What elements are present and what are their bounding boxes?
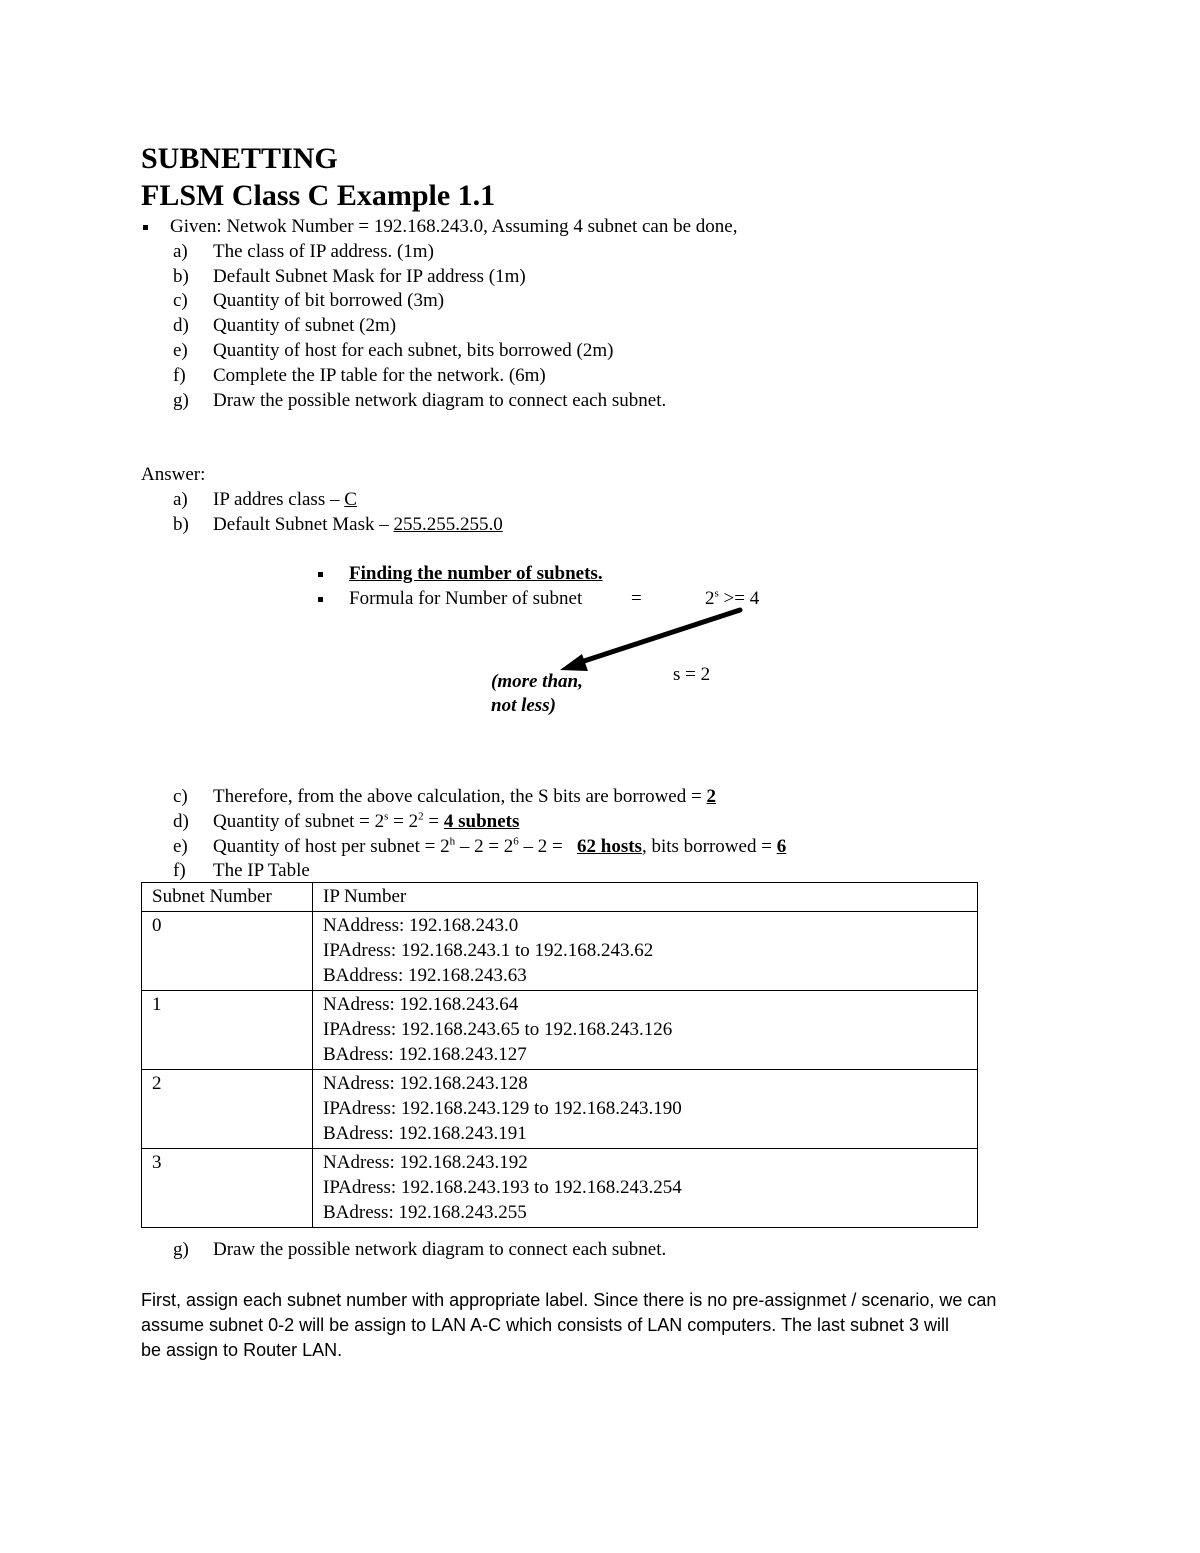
formula-label: Formula for Number of subnet <box>349 588 583 609</box>
finding-heading-line <box>318 563 603 585</box>
ip-number-cell: NAdress: 192.168.243.64 IPAdress: 192.168.243.65 to 192.168.243.126 BAdress: 192.168.243.127 <box>313 991 978 1070</box>
square-bullet-icon <box>318 597 323 602</box>
question-item: b) Default Subnet Mask for IP address (1m) <box>173 266 526 287</box>
table-row <box>142 1149 978 1228</box>
page-subtitle: FLSM Class C Example 1.1 <box>141 179 496 212</box>
note-line-1: (more than, <box>491 671 583 692</box>
answer-heading: Answer: <box>141 464 206 485</box>
answer-c-value: 2 <box>706 786 716 807</box>
square-bullet-icon <box>143 225 148 230</box>
answer-f: f) The IP Table <box>173 860 310 881</box>
column-header: IP Number <box>313 883 978 912</box>
given-text: Given: Netwok Number = 192.168.243.0, Assuming 4 subnet can be done, <box>170 216 738 237</box>
given-line <box>143 216 737 238</box>
answer-d-value: 4 subnets <box>443 811 520 832</box>
question-item: f) Complete the IP table for the network. (6m) <box>173 365 546 386</box>
subnet-number-cell: 0 <box>142 912 313 991</box>
answer-b: b) Default Subnet Mask – 255.255.255.0 <box>173 514 503 535</box>
ip-number-cell: NAddress: 192.168.243.0 IPAdress: 192.168.243.1 to 192.168.243.62 BAddress: 192.168.243.63 <box>313 912 978 991</box>
question-item: e) Quantity of host for each subnet, bits borrowed (2m) <box>173 340 614 361</box>
question-item: g) Draw the possible network diagram to connect each subnet. <box>173 390 667 411</box>
subnet-number-cell: 3 <box>142 1149 313 1228</box>
subnet-number-cell: 1 <box>142 991 313 1070</box>
s-result: s = 2 <box>673 664 711 685</box>
closing-line: assume subnet 0-2 will be assign to LAN A-C which consists of LAN computers. The last subnet 3 will <box>141 1315 950 1335</box>
ip-number-cell: NAdress: 192.168.243.192 IPAdress: 192.168.243.193 to 192.168.243.254 BAdress: 192.168.243.255 <box>313 1149 978 1228</box>
question-item: d) Quantity of subnet (2m) <box>173 315 397 336</box>
square-bullet-icon <box>318 572 323 577</box>
answer-e-hosts: 62 hosts <box>577 836 642 857</box>
answer-b-value: 255.255.255.0 <box>393 514 503 535</box>
table-header-row <box>142 883 978 912</box>
answer-e: e) Quantity of host per subnet = $2^h - 2 = 2^6 - 2 = 62$ hosts, bits borrowed = 6 <box>173 835 787 857</box>
closing-line: First, assign each subnet number with appropriate label. Since there is no pre-assignmet / scenario, we can <box>141 1290 997 1310</box>
ip-table <box>141 882 978 1228</box>
question-item: a) The class of IP address. (1m) <box>173 241 434 262</box>
closing-line: be assign to Router LAN. <box>141 1340 343 1360</box>
note-line-2: not less) <box>491 695 556 716</box>
answer-e-bits: 6 <box>776 836 787 857</box>
page-title: SUBNETTING <box>141 142 338 175</box>
answer-d: d) Quantity of subnet = $2^s = 2^2 = 4$ subnets <box>173 810 520 832</box>
column-header: Subnet Number <box>142 883 313 912</box>
subnet-number-cell: 2 <box>142 1070 313 1149</box>
answer-g: g) Draw the possible network diagram to connect each subnet. <box>173 1239 667 1260</box>
formula-equals: = <box>631 588 642 609</box>
table-row <box>142 1070 978 1149</box>
answer-a-value: C <box>344 489 357 510</box>
question-item: c) Quantity of bit borrowed (3m) <box>173 290 445 311</box>
ip-number-cell: NAdress: 192.168.243.128 IPAdress: 192.168.243.129 to 192.168.243.190 BAdress: 192.168.243.191 <box>313 1070 978 1149</box>
table-row <box>142 991 978 1070</box>
arrow-icon <box>540 600 760 680</box>
closing-paragraph <box>141 1288 996 1363</box>
answer-c: c) Therefore, from the above calculation, the S bits are borrowed = 2 <box>173 786 716 807</box>
table-row <box>142 912 978 991</box>
answer-a: a) IP addres class – C <box>173 489 357 510</box>
formula-expression: $2^s >= 4$ <box>705 587 760 609</box>
finding-heading: Finding the number of subnets. <box>349 563 603 584</box>
